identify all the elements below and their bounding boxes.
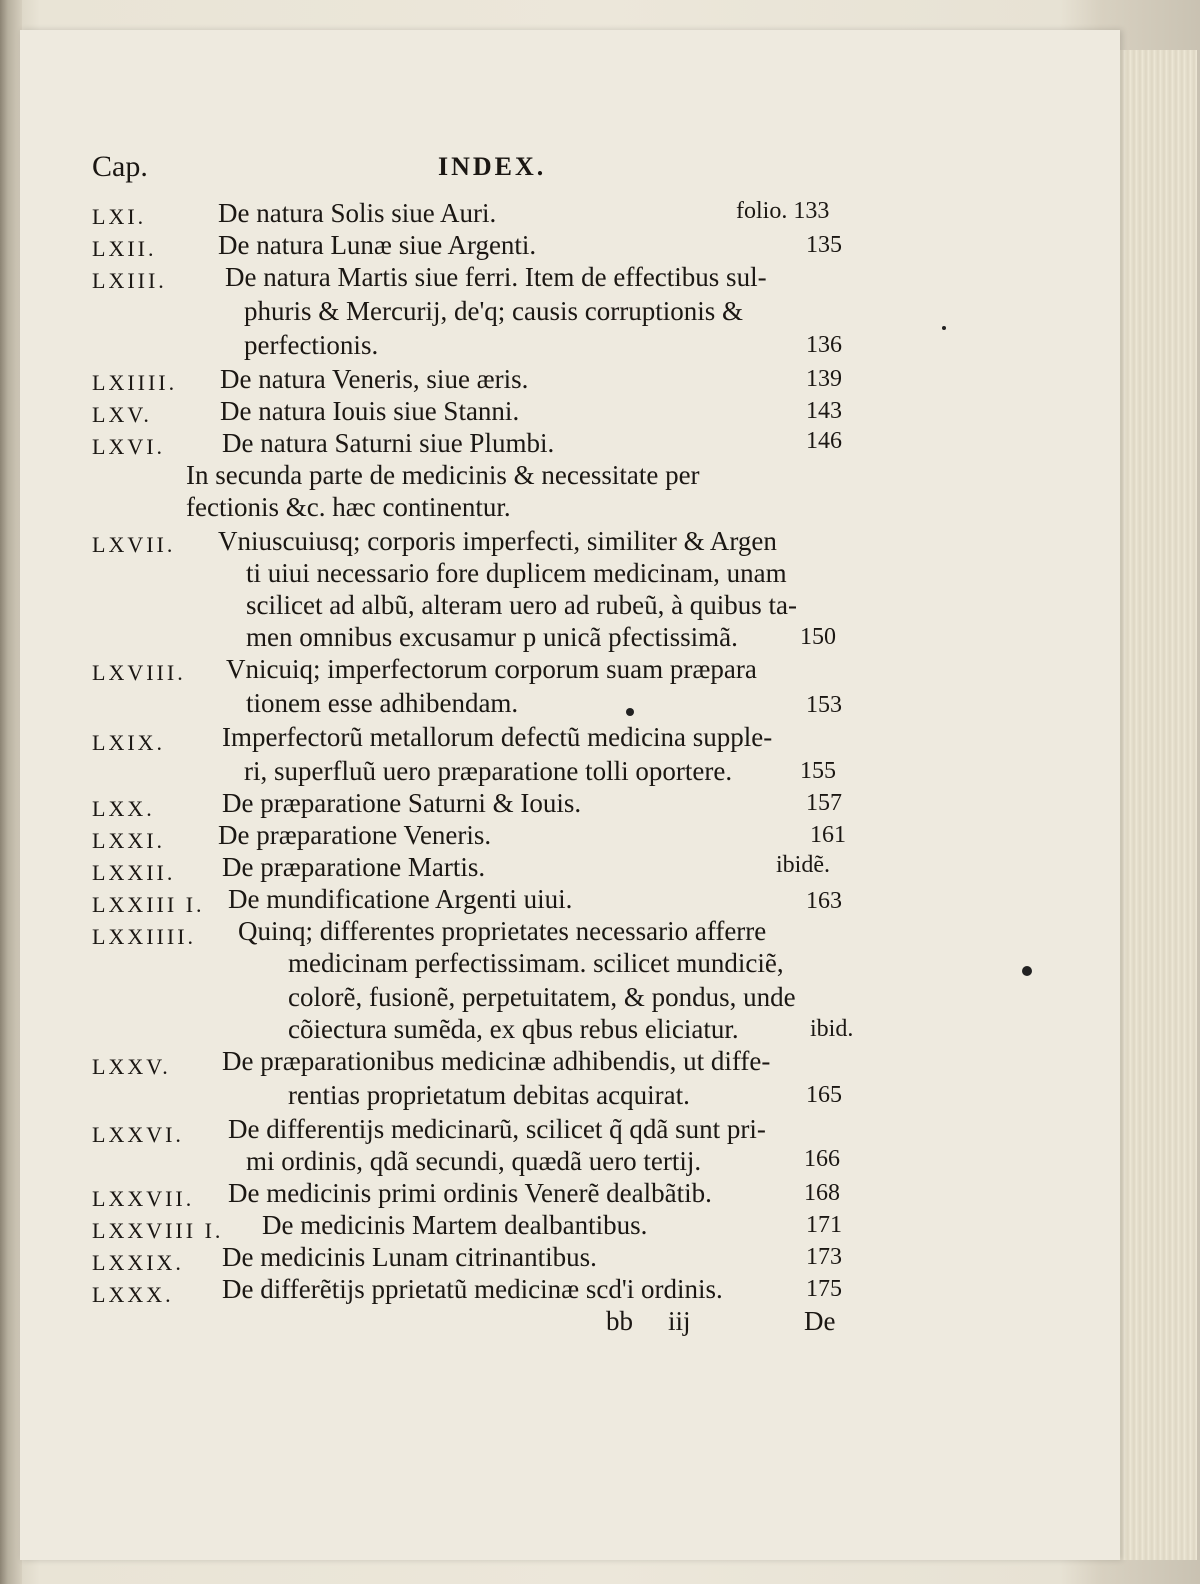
entry-title-continued: medicinam perfectissimam. scilicet mundiciẽ, xyxy=(288,948,784,978)
catchword: De xyxy=(804,1306,836,1336)
entry-page: 146 xyxy=(806,428,842,454)
entry-page: folio. 133 xyxy=(736,198,830,224)
entry-title-continued: ti uiui necessario fore duplicem medicinam, unam xyxy=(246,558,787,588)
entry-page: 163 xyxy=(806,888,842,914)
entry-number: LXI. xyxy=(92,204,147,229)
entry-title-continued: rentias proprietatum debitas acquirat. xyxy=(288,1080,690,1110)
header-cap: Cap. xyxy=(92,150,148,183)
entry-number: LXXX. xyxy=(92,1282,174,1307)
entry-title: De natura Iouis siue Stanni. xyxy=(220,396,520,426)
entry-number: LXIIII. xyxy=(92,370,178,395)
entry-page: 168 xyxy=(804,1180,840,1206)
entry-title: De mundificatione Argenti uiui. xyxy=(228,884,573,914)
header-index-title: INDEX. xyxy=(438,152,547,181)
entry-number: LXVI. xyxy=(92,434,166,459)
entry-title-continued: men omnibus excusamur p unicã pfectissimã. xyxy=(246,622,738,652)
entry-page: 153 xyxy=(806,692,842,718)
entry-title: De natura Solis siue Auri. xyxy=(218,198,497,228)
entry-page: 155 xyxy=(800,758,836,784)
entry-page: 135 xyxy=(806,232,842,258)
entry-number: LXIX. xyxy=(92,730,166,755)
entry-title-continued: cõiectura sumẽda, ex qbus rebus eliciatur. xyxy=(288,1014,739,1044)
entry-number: LXXVI. xyxy=(92,1122,184,1147)
entry-number: LXV. xyxy=(92,402,152,427)
entry-title: De natura Saturni siue Plumbi. xyxy=(222,428,555,458)
entry-page: ibidẽ. xyxy=(776,852,830,878)
entry-title: Vniuscuiusq; corporis imperfecti, similiter & Argen xyxy=(218,526,777,556)
entry-number: LXII. xyxy=(92,236,157,261)
ink-speck xyxy=(942,326,946,330)
leaf-number: iij xyxy=(668,1306,691,1336)
entry-page: 161 xyxy=(810,822,846,848)
ink-speck xyxy=(626,708,634,716)
entry-title-continued: phuris & Mercurij, de'q; causis corruptionis & xyxy=(244,296,744,326)
entry-title: Imperfectorũ metallorum defectũ medicina supple- xyxy=(222,722,773,752)
entry-number: LXX. xyxy=(92,796,155,821)
entry-page: 139 xyxy=(806,366,842,392)
entry-page: 166 xyxy=(804,1146,840,1172)
entry-number: LXXV. xyxy=(92,1054,171,1079)
entry-title-continued: tionem esse adhibendam. xyxy=(246,688,519,718)
entry-title: De natura Veneris, siue æris. xyxy=(220,364,529,394)
entry-title: De medicinis Martem dealbantibus. xyxy=(262,1210,648,1240)
entry-title-continued: ri, superfluũ uero præparatione tolli oportere. xyxy=(244,756,733,786)
entry-page: 173 xyxy=(806,1244,842,1270)
entry-page: 175 xyxy=(806,1276,842,1302)
entry-page: 157 xyxy=(806,790,842,816)
entry-number: LXXIX. xyxy=(92,1250,184,1275)
entry-title-continued: scilicet ad albũ, alteram uero ad rubeũ, à quibus ta- xyxy=(246,590,798,620)
entry-title-continued: perfectionis. xyxy=(244,330,379,360)
entry-page: 171 xyxy=(806,1212,842,1238)
entry-page: ibid. xyxy=(810,1016,854,1042)
ink-speck xyxy=(1022,966,1032,976)
entry-title: De præparationibus medicinæ adhibendis, ut diffe- xyxy=(222,1046,771,1076)
entry-page: 150 xyxy=(800,624,836,650)
entry-title: De medicinis Lunam citrinantibus. xyxy=(222,1242,597,1272)
entry-page: 136 xyxy=(806,332,842,358)
entry-number: LXXI. xyxy=(92,828,166,853)
entry-title: De natura Martis siue ferri. Item de effectibus sul- xyxy=(225,262,767,292)
entry-number: LXXIII I. xyxy=(92,892,205,917)
entry-title: De differentijs medicinarũ, scilicet q̃ qdã sunt pri- xyxy=(228,1114,766,1144)
entry-number: LXVIII. xyxy=(92,660,186,685)
entry-number: LXXIIII. xyxy=(92,924,197,949)
entry-title: De differẽtijs pprietatũ medicinæ scd'i ordinis. xyxy=(222,1274,723,1304)
entry-page: 165 xyxy=(806,1082,842,1108)
entry-number: LXXVIII I. xyxy=(92,1218,224,1243)
entry-title: De præparatione Saturni & Iouis. xyxy=(222,788,582,818)
entry-title: De medicinis primi ordinis Venerẽ dealbãtib. xyxy=(228,1178,712,1208)
entry-title: Vnicuiq; imperfectorum corporum suam præpara xyxy=(226,654,757,684)
entry-number: LXXII. xyxy=(92,860,176,885)
entry-title: De natura Lunæ siue Argenti. xyxy=(218,230,537,260)
entry-number: LXIII. xyxy=(92,268,167,293)
entry-title: De præparatione Veneris. xyxy=(218,820,492,850)
section-heading-continued: fectionis &c. hæc continentur. xyxy=(186,492,511,522)
section-heading: In secunda parte de medicinis & necessitate per xyxy=(186,460,700,490)
entry-title: Quinq; differentes proprietates necessario afferre xyxy=(238,916,767,946)
entry-number: LXXVII. xyxy=(92,1186,195,1211)
signature-mark: bb xyxy=(606,1306,633,1336)
entry-page: 143 xyxy=(806,398,842,424)
entry-title-continued: mi ordinis, qdã secundi, quædã uero tertij. xyxy=(246,1146,702,1176)
entry-number: LXVII. xyxy=(92,532,176,557)
entry-title: De præparatione Martis. xyxy=(222,852,486,882)
entry-title-continued: colorẽ, fusionẽ, perpetuitatem, & pondus, unde xyxy=(288,982,796,1012)
